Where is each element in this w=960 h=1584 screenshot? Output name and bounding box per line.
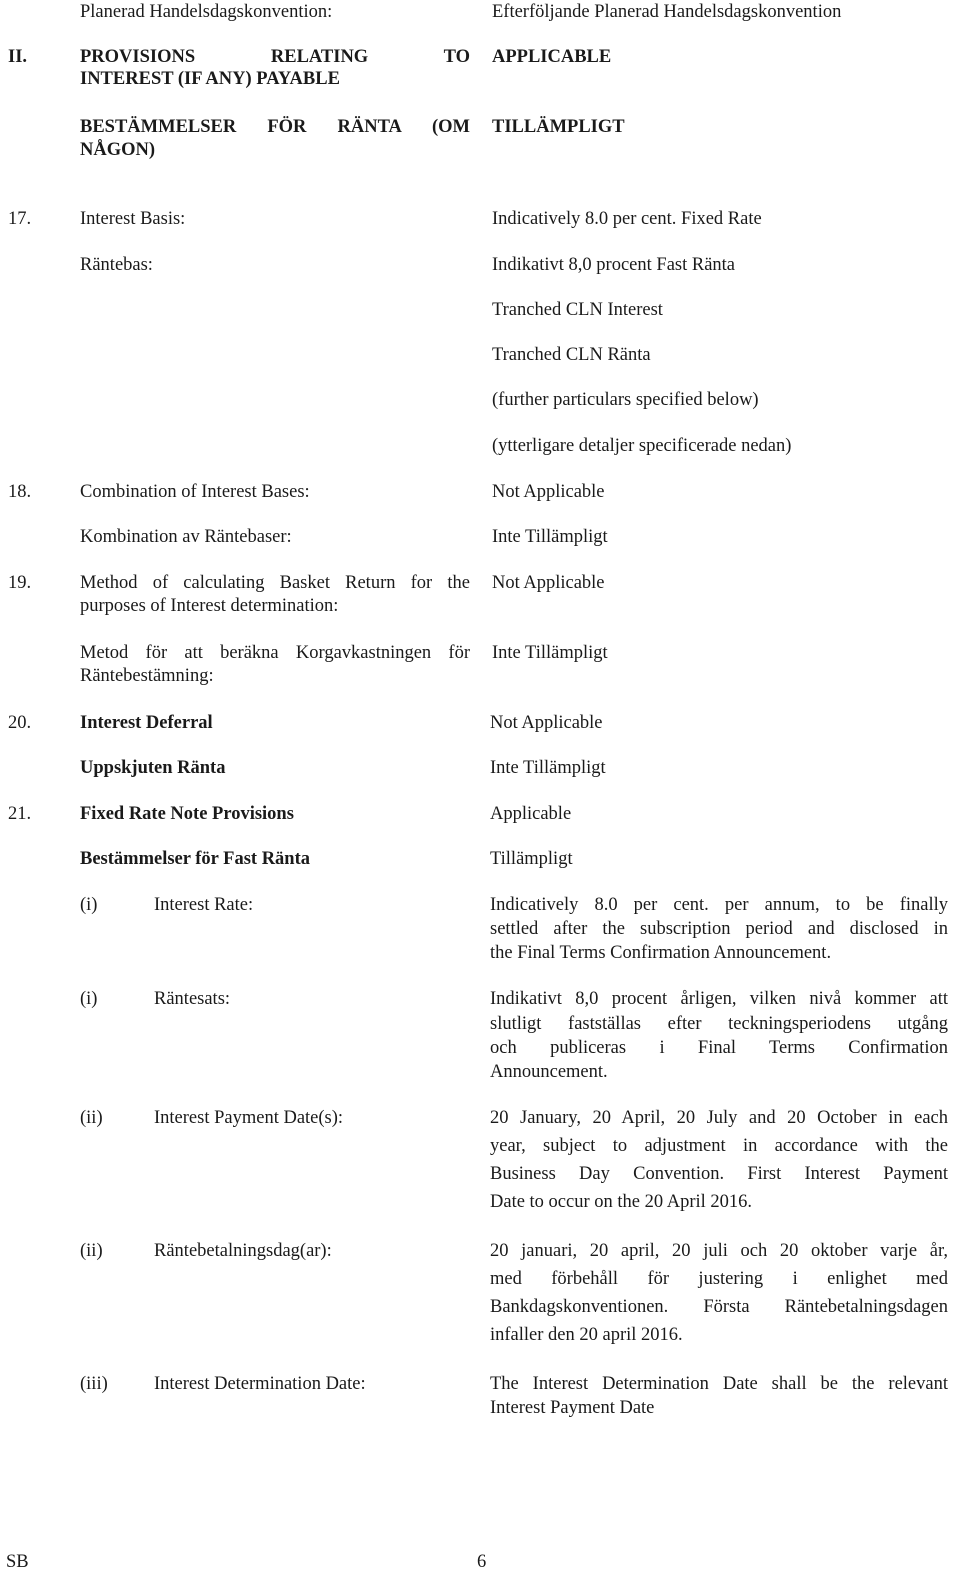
subitem-3-line: Date to occur on the 20 April 2016. [490,1192,753,1212]
item-18-value-sv: Inte Tillämpligt [492,527,608,547]
subitem-3-roman: (ii) [80,1108,103,1128]
item-21-label-sv: Bestämmelser för Fast Ränta [80,849,311,869]
subitem-2-line: slutligt fastställas efter teckningsperiodens utgång [490,1014,948,1034]
subitem-5-roman: (iii) [80,1374,108,1394]
subitem-2-line: och publiceras i Final Terms Confirmation [490,1038,948,1058]
subitem-4-line: Bankdagskonventionen. Första Räntebetalningsdagen [490,1297,948,1317]
subitem-5-line: Interest Payment Date [490,1398,655,1418]
header-left: Planerad Handelsdagskonvention: [80,2,333,22]
item-17-value: (ytterligare detaljer specificerade nedan) [492,436,792,456]
subitem-1-line: Indicatively 8.0 per cent. per annum, to be finally [490,895,948,915]
item-17-value: Indikativt 8,0 procent Fast Ränta [492,255,736,275]
subitem-2-label: Räntesats: [154,989,231,1009]
subitem-3-label: Interest Payment Date(s): [154,1108,344,1128]
item-18-label-en: Combination of Interest Bases: [80,482,310,502]
subitem-5-line: The Interest Determination Date shall be the relevant [490,1374,948,1394]
subitem-2-line: Announcement. [490,1062,608,1082]
subitem-2-line: Indikativt 8,0 procent årligen, vilken nivå kommer att [490,989,948,1009]
item-19-label-en-line1: Method of calculating Basket Return for the [80,573,470,593]
page-number: 6 [477,1552,487,1572]
item-17-label-en: Interest Basis: [80,209,186,229]
item-17-number: 17. [8,209,32,229]
section-title-en-line2: INTEREST (IF ANY) PAYABLE [80,69,340,89]
section-title-sv-line2: NÅGON) [80,140,156,160]
item-17-value: Tranched CLN Interest [492,300,663,320]
subitem-3-line: Business Day Convention. First Interest Payment [490,1164,948,1184]
item-17-label-sv: Räntebas: [80,255,153,275]
section-title-en-line1: PROVISIONS RELATING TO [80,47,470,67]
item-18-number: 18. [8,482,32,502]
subitem-4-line: med förbehåll för justering i enlighet med [490,1269,948,1289]
section-value-en: APPLICABLE [492,47,612,67]
item-17-value: Indicatively 8.0 per cent. Fixed Rate [492,209,762,229]
subitem-3-line: year, subject to adjustment in accordance with the [490,1136,948,1156]
item-19-label-sv-line2: Räntebestämning: [80,666,214,686]
subitem-1-line: the Final Terms Confirmation Announcement. [490,943,832,963]
subitem-4-line: 20 januari, 20 april, 20 juli och 20 oktober varje år, [490,1241,948,1261]
subitem-2-roman: (i) [80,989,98,1009]
section-number: II. [8,47,28,67]
subitem-4-label: Räntebetalningsdag(ar): [154,1241,332,1261]
header-right: Efterföljande Planerad Handelsdagskonvention [492,2,842,22]
subitem-1-line: settled after the subscription period and disclosed in [490,919,948,939]
subitem-4-roman: (ii) [80,1241,103,1261]
subitem-1-roman: (i) [80,895,98,915]
item-20-value-sv: Inte Tillämpligt [490,758,606,778]
footer-left: SB [6,1552,29,1572]
item-18-value-en: Not Applicable [492,482,605,502]
item-20-label-en: Interest Deferral [80,713,213,733]
item-19-label-en-line2: purposes of Interest determination: [80,596,339,616]
item-21-value-sv: Tillämpligt [490,849,573,869]
item-17-value: Tranched CLN Ränta [492,345,651,365]
item-18-label-sv: Kombination av Räntebaser: [80,527,292,547]
item-19-number: 19. [8,573,32,593]
item-21-value-en: Applicable [490,804,572,824]
item-19-label-sv-line1: Metod för att beräkna Korgavkastningen för [80,643,470,663]
subitem-5-label: Interest Determination Date: [154,1374,366,1394]
section-value-sv: TILLÄMPLIGT [492,117,625,137]
item-20-number: 20. [8,713,32,733]
subitem-3-line: 20 January, 20 April, 20 July and 20 October in each [490,1108,948,1128]
subitem-4-line: infaller den 20 april 2016. [490,1325,683,1345]
item-19-value-sv: Inte Tillämpligt [492,643,608,663]
item-17-value: (further particulars specified below) [492,390,759,410]
item-20-value-en: Not Applicable [490,713,603,733]
section-title-sv-line1: BESTÄMMELSER FÖR RÄNTA (OM [80,117,470,137]
subitem-1-label: Interest Rate: [154,895,254,915]
item-20-label-sv: Uppskjuten Ränta [80,758,226,778]
item-21-number: 21. [8,804,32,824]
item-21-label-en: Fixed Rate Note Provisions [80,804,294,824]
item-19-value-en: Not Applicable [492,573,605,593]
